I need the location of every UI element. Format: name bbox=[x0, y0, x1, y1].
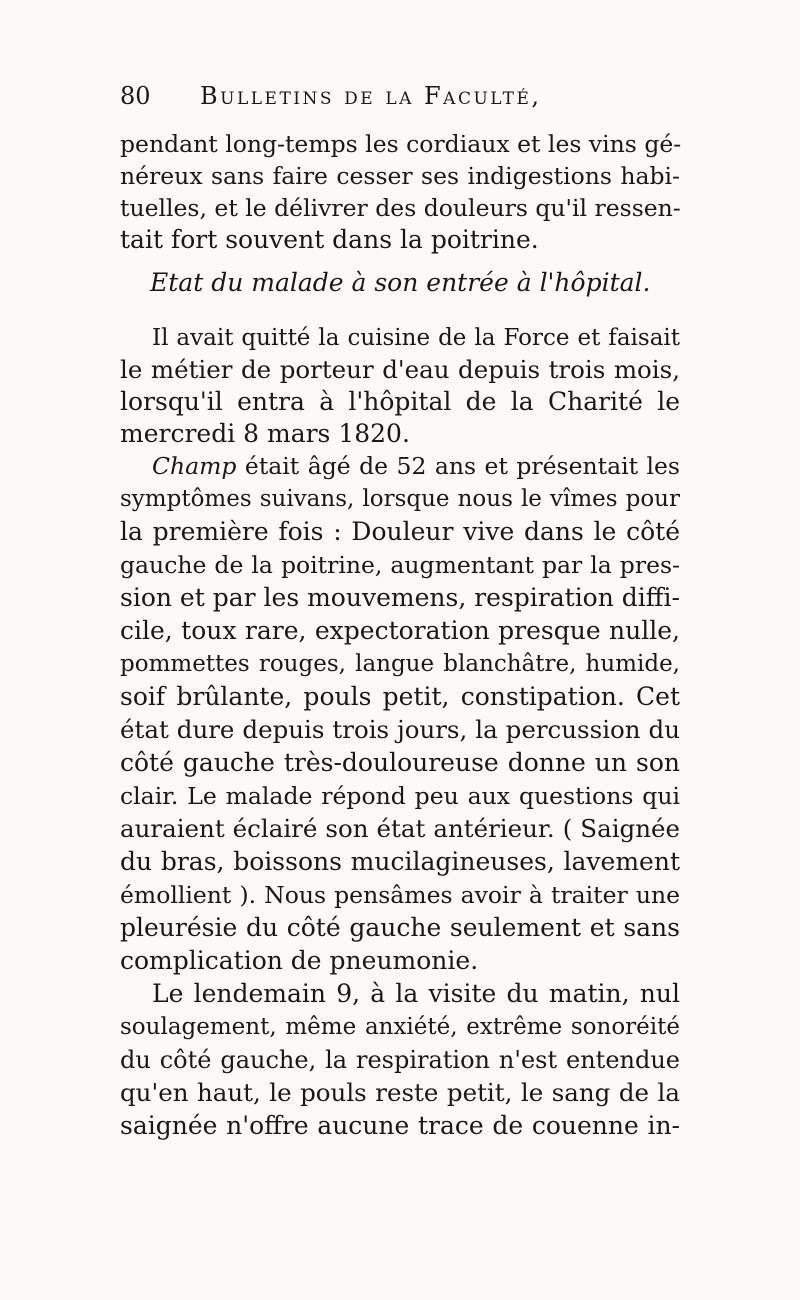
text-line bbox=[120, 448, 680, 484]
text-line: le métier de porteur d'eau depuis trois mois, bbox=[120, 355, 680, 384]
text-line: soif brûlante, pouls petit, constipation. Cet bbox=[120, 682, 680, 711]
patient-name: Champ bbox=[152, 452, 237, 480]
running-title: Bulletins de la Faculté, bbox=[200, 82, 542, 110]
text-line: Le lendemain 9, à la visite du matin, nul bbox=[152, 979, 680, 1008]
text-line: du bras, boissons mucilagineuses, lavement bbox=[120, 847, 680, 876]
text-line: auraient éclairé son état antérieur. ( Saignée bbox=[120, 814, 680, 843]
text-line: saignée n'offre aucune trace de couenne in- bbox=[120, 1111, 680, 1140]
section-subtitle: Etat du malade à son entrée à l'hôpital. bbox=[150, 268, 651, 297]
text-line: émollient ). Nous pensâmes avoir à traiter une bbox=[120, 881, 680, 909]
text-line: Il avait quitté la cuisine de la Force et faisait bbox=[152, 325, 680, 351]
text-line: la première fois : Douleur vive dans le côté bbox=[120, 517, 680, 546]
text-line: soulagement, même anxiété, extrême sonoréité bbox=[120, 1014, 680, 1040]
text-line: gauche de la poitrine, augmentant par la pres- bbox=[120, 551, 680, 579]
text-line: clair. Le malade répond peu aux questions qui bbox=[120, 782, 680, 810]
text-line: mercredi 8 mars 1820. bbox=[120, 419, 410, 448]
text-line: pendant long-temps les cordiaux et les vins gé- bbox=[120, 130, 682, 158]
page-header bbox=[120, 82, 680, 118]
text-line: pleurésie du côté gauche seulement et sans bbox=[120, 913, 680, 942]
text-line: néreux sans faire cesser ses indigestions habi- bbox=[120, 162, 680, 190]
text-line: complication de pneumonie. bbox=[120, 946, 479, 975]
text-fragment: était âgé de 52 ans et présentait les bbox=[236, 452, 680, 480]
text-line: tuelles, et le délivrer des douleurs qu'il ressen- bbox=[120, 194, 681, 222]
text-line: cile, toux rare, expectoration presque nulle, bbox=[120, 616, 680, 645]
text-line: état dure depuis trois jours, la percussion du bbox=[120, 715, 680, 744]
text-line: tait fort souvent dans la poitrine. bbox=[120, 225, 539, 254]
text-line: symptômes suivans, lorsque nous le vîmes pour bbox=[120, 486, 680, 512]
text-line: pommettes rouges, langue blanchâtre, humide, bbox=[120, 651, 680, 677]
text-line: sion et par les mouvemens, respiration diffi- bbox=[120, 583, 680, 612]
page-number: 80 bbox=[120, 82, 151, 110]
text-line: côté gauche très-douloureuse donne un son bbox=[120, 748, 680, 777]
text-line: lorsqu'il entra à l'hôpital de la Charité le bbox=[120, 387, 680, 416]
text-line: qu'en haut, le pouls reste petit, le sang de la bbox=[120, 1078, 680, 1107]
text-line: du côté gauche, la respiration n'est entendue bbox=[120, 1046, 680, 1074]
